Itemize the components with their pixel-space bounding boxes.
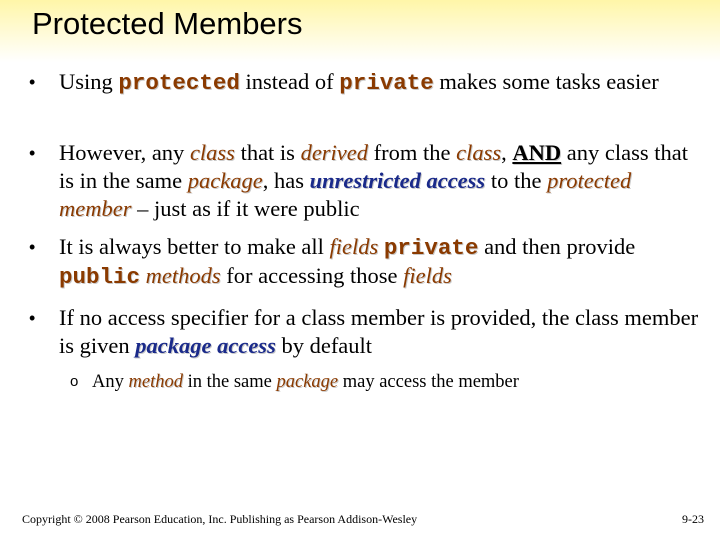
text-run: in the same (182, 372, 277, 392)
copyright-footer: Copyright © 2008 Pearson Education, Inc. Publishing as Pearson Addison-Wesley (22, 512, 418, 526)
text-run: Any (92, 372, 129, 392)
term-package: package (187, 168, 263, 193)
bullet-3 (29, 233, 699, 291)
bullet-2 (29, 139, 699, 223)
term-fields: fields (403, 263, 452, 288)
keyword-private: private (383, 235, 479, 261)
term-fields: fields (329, 234, 379, 259)
text-run: any class that is in the same (59, 140, 688, 193)
text-run: and then provide (478, 234, 636, 259)
keyword-public: public (59, 264, 141, 290)
term-package-access: package access (135, 333, 276, 358)
text-run: by default (275, 333, 373, 358)
sub-bullet-1 (70, 370, 692, 394)
bullet-marker: • (29, 308, 36, 328)
term-class: class (189, 140, 235, 165)
slide-title: Protected Members (32, 6, 303, 41)
bullet-marker: • (29, 72, 36, 92)
text-run: , has (262, 168, 310, 193)
bullet-4 (29, 304, 699, 360)
term-protected-member: protected member (59, 168, 632, 221)
keyword-protected: protected (118, 70, 240, 96)
text-run: to the (485, 168, 548, 193)
text-run: , (501, 140, 513, 165)
text-run: Using (59, 69, 119, 94)
term-method: method (128, 372, 183, 392)
text-run: It is always better to make all (59, 234, 330, 259)
text-run: However, any (59, 140, 190, 165)
bullet-1 (29, 68, 699, 97)
text-run: from the (368, 140, 457, 165)
term-methods: methods (145, 263, 221, 288)
text-run: makes some tasks easier (433, 69, 659, 94)
term-class: class (456, 140, 502, 165)
text-run: instead of (239, 69, 340, 94)
text-run: for accessing those (220, 263, 404, 288)
page-number: 9-23 (682, 512, 704, 526)
term-package: package (276, 372, 339, 392)
text-run: may access the member (338, 372, 519, 392)
emphasis-and: AND (512, 140, 562, 165)
keyword-private: private (339, 70, 434, 96)
sub-bullet-marker: o (70, 373, 79, 390)
term-derived: derived (300, 140, 369, 165)
text-run: that is (234, 140, 301, 165)
bullet-marker: • (29, 237, 36, 257)
text-run: If no access specifier for a class member is provided, the class member is given (59, 305, 699, 358)
term-unrestricted-access: unrestricted access (309, 168, 486, 193)
text-run: – just as if it were public (131, 196, 360, 221)
bullet-marker: • (29, 143, 36, 163)
